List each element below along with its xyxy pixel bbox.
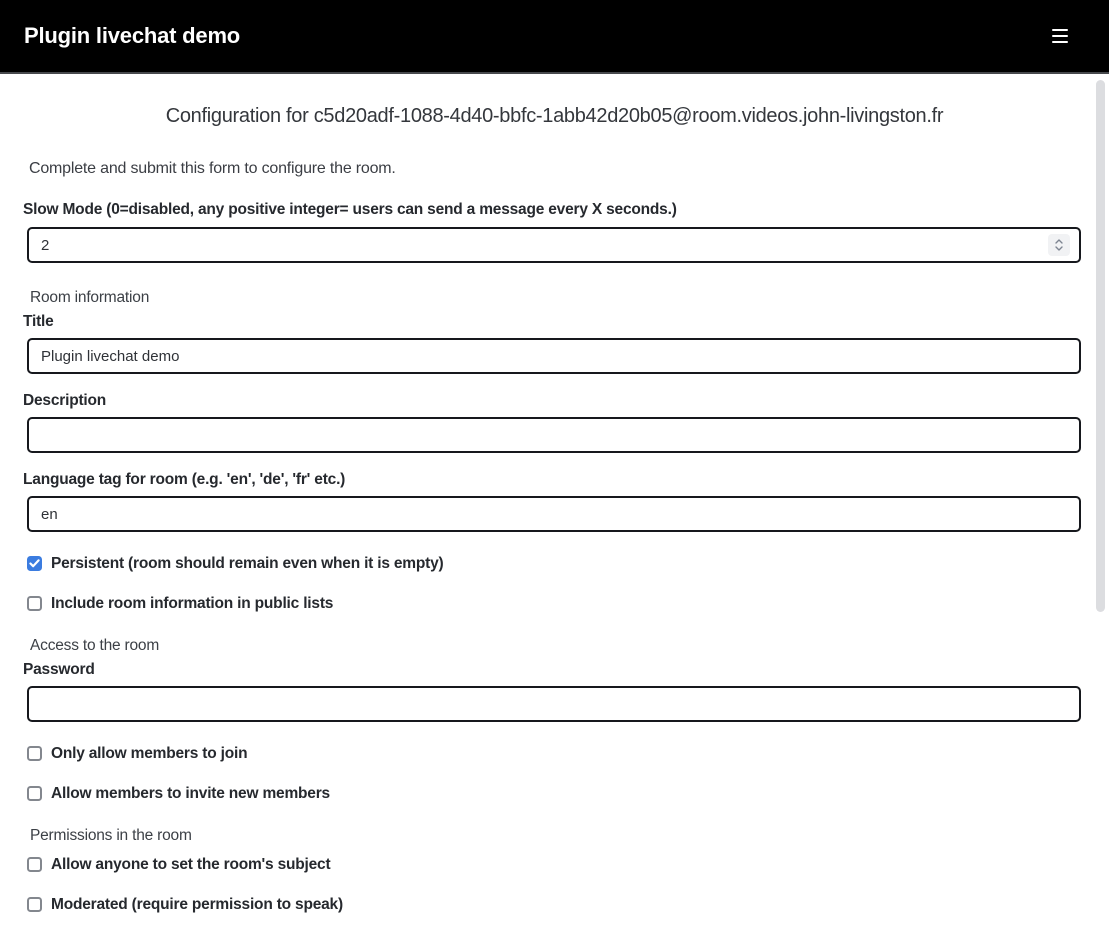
section-access-to-room: Access to the room — [30, 637, 160, 654]
members-invite-checkbox-row[interactable] — [27, 784, 1109, 803]
subject-checkbox[interactable] — [27, 857, 42, 872]
slow-mode-label: Slow Mode (0=disabled, any positive integer= users can send a message every X seconds.) — [23, 201, 677, 218]
public-list-checkbox[interactable] — [27, 596, 42, 611]
members-invite-checkbox[interactable] — [27, 786, 42, 801]
password-label: Password — [23, 661, 95, 678]
scrollbar[interactable] — [1096, 80, 1105, 612]
slow-mode-field — [0, 227, 1081, 263]
menu-button[interactable] — [1048, 25, 1072, 48]
public-list-checkbox-label: Include room information in public lists — [51, 595, 334, 612]
subject-checkbox-row[interactable] — [27, 855, 1109, 874]
public-list-checkbox-row[interactable] — [27, 594, 1109, 613]
room-configuration-form — [0, 104, 1109, 914]
description-label: Description — [23, 392, 107, 409]
persistent-checkbox-label: Persistent (room should remain even when it is empty) — [51, 555, 444, 572]
moderated-checkbox[interactable] — [27, 897, 42, 912]
members-only-checkbox[interactable] — [27, 746, 42, 761]
moderated-checkbox-label: Moderated (require permission to speak) — [51, 896, 343, 913]
header-bar — [0, 0, 1109, 74]
slow-mode-input[interactable] — [27, 227, 1081, 263]
language-tag-label: Language tag for room (e.g. 'en', 'de', 'fr' etc.) — [23, 471, 346, 488]
title-label: Title — [23, 313, 54, 330]
form-instructions: Complete and submit this form to configure the room. — [29, 160, 396, 177]
members-invite-checkbox-label: Allow members to invite new members — [51, 785, 330, 802]
members-only-checkbox-row[interactable] — [27, 744, 1109, 763]
up-down-chevrons-icon — [1054, 238, 1064, 252]
moderated-checkbox-row[interactable] — [27, 895, 1109, 914]
title-input[interactable] — [27, 338, 1081, 374]
description-input[interactable] — [27, 417, 1081, 453]
form-heading: Configuration for c5d20adf-1088-4d40-bbfc-1abb42d20b05@room.videos.john-livingston.fr — [165, 105, 944, 127]
number-stepper[interactable] — [1048, 234, 1070, 256]
section-room-information: Room information — [30, 289, 150, 306]
page-title: Plugin livechat demo — [24, 23, 241, 48]
hamburger-icon — [1052, 29, 1068, 44]
members-only-checkbox-label: Only allow members to join — [51, 745, 248, 762]
checkmark-icon — [29, 559, 40, 568]
password-input[interactable] — [27, 686, 1081, 722]
persistent-checkbox[interactable] — [27, 556, 42, 571]
subject-checkbox-label: Allow anyone to set the room's subject — [51, 856, 331, 873]
persistent-checkbox-row[interactable] — [27, 554, 1109, 573]
section-permissions: Permissions in the room — [30, 827, 192, 844]
language-tag-input[interactable] — [27, 496, 1081, 532]
